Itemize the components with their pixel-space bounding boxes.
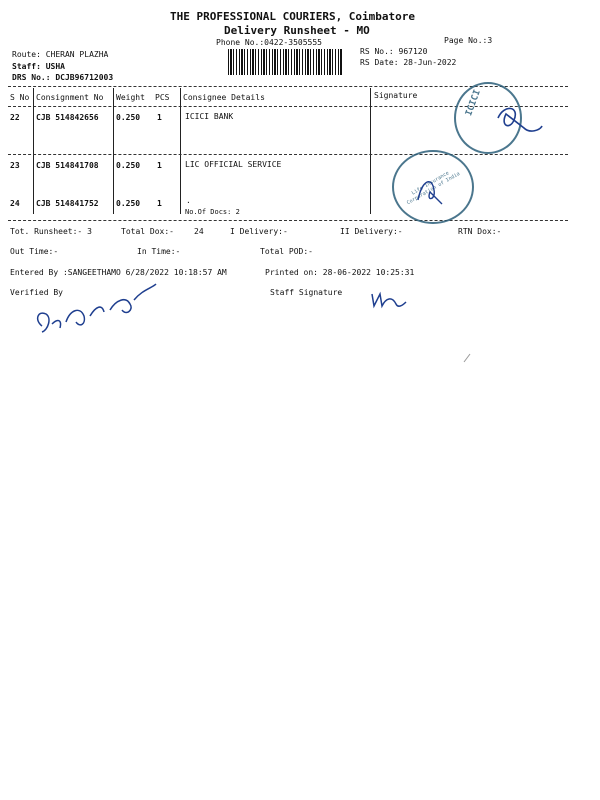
col-pcs: PCS bbox=[155, 93, 170, 102]
out-time: Out Time:- bbox=[10, 247, 59, 256]
rs-number: RS No.: 967120 bbox=[360, 47, 428, 56]
i-delivery: I Delivery:- bbox=[230, 227, 288, 236]
row-consignment: CJB 514841708 bbox=[36, 161, 99, 170]
tot-runsheet: Tot. Runsheet:- 3 bbox=[10, 227, 92, 236]
row-note: No.Of Docs: 2 bbox=[185, 208, 240, 216]
row-weight: 0.250 bbox=[116, 113, 141, 122]
row-pcs: 1 bbox=[157, 199, 162, 208]
row-pcs: 1 bbox=[157, 113, 162, 122]
column-line bbox=[33, 88, 34, 214]
entered-by: Entered By :SANGEETHAMO 6/28/2022 10:18:57 AM bbox=[10, 268, 227, 277]
runsheet-title: Delivery Runsheet - MO bbox=[224, 24, 370, 37]
total-dox-value: 24 bbox=[194, 227, 204, 236]
verified-signature bbox=[30, 280, 170, 342]
total-dox-label: Total Dox:- bbox=[121, 227, 174, 236]
stray-mark bbox=[462, 352, 474, 364]
row-sno: 23 bbox=[10, 161, 20, 170]
column-line bbox=[180, 88, 181, 214]
icici-stamp-text: ICICI bbox=[464, 88, 483, 118]
barcode bbox=[228, 49, 342, 75]
row-details: LIC OFFICIAL SERVICE bbox=[185, 160, 282, 169]
divider bbox=[8, 220, 568, 221]
page-number: Page No.:3 bbox=[444, 36, 493, 45]
rtn-dox: RTN Dox:- bbox=[458, 227, 502, 236]
drs-number: DRS No.: DCJB96712003 bbox=[12, 73, 114, 82]
signature-scribble-2 bbox=[412, 170, 452, 210]
lic-stamp-text: Life Insurance Corporation of India bbox=[405, 170, 462, 207]
phone-number: Phone No.:0422-3505555 bbox=[216, 38, 322, 47]
col-consignment: Consignment No bbox=[36, 93, 104, 102]
col-weight: Weight bbox=[116, 93, 145, 102]
row-details: ICICI BANK bbox=[185, 112, 234, 121]
row-sno: 22 bbox=[10, 113, 20, 122]
col-sno: S No bbox=[10, 93, 30, 102]
col-signature: Signature bbox=[374, 91, 418, 100]
in-time: In Time:- bbox=[137, 247, 181, 256]
ii-delivery: II Delivery:- bbox=[340, 227, 403, 236]
row-pcs: 1 bbox=[157, 161, 162, 170]
verified-by: Verified By bbox=[10, 288, 63, 297]
row-consignment: CJB 514842656 bbox=[36, 113, 99, 122]
row-sno: 24 bbox=[10, 199, 20, 208]
divider bbox=[8, 154, 568, 155]
row-weight: 0.250 bbox=[116, 161, 141, 170]
column-line bbox=[113, 88, 114, 214]
col-consignee: Consignee Details bbox=[183, 93, 265, 102]
row-weight: 0.250 bbox=[116, 199, 141, 208]
signature-scribble-1 bbox=[490, 100, 550, 140]
total-pod: Total POD:- bbox=[260, 247, 313, 256]
row-consignment: CJB 514841752 bbox=[36, 199, 99, 208]
row-details: . bbox=[186, 196, 191, 205]
company-title: THE PROFESSIONAL COURIERS, Coimbatore bbox=[170, 10, 416, 23]
printed-on: Printed on: 28-06-2022 10:25:31 bbox=[265, 268, 415, 277]
route: Route: CHERAN PLAZHA bbox=[12, 50, 109, 59]
rs-date: RS Date: 28-Jun-2022 bbox=[360, 58, 457, 67]
staff: Staff: USHA bbox=[12, 62, 65, 71]
column-line bbox=[370, 88, 371, 214]
staff-signature-label: Staff Signature bbox=[270, 288, 343, 297]
staff-signature bbox=[366, 288, 416, 314]
